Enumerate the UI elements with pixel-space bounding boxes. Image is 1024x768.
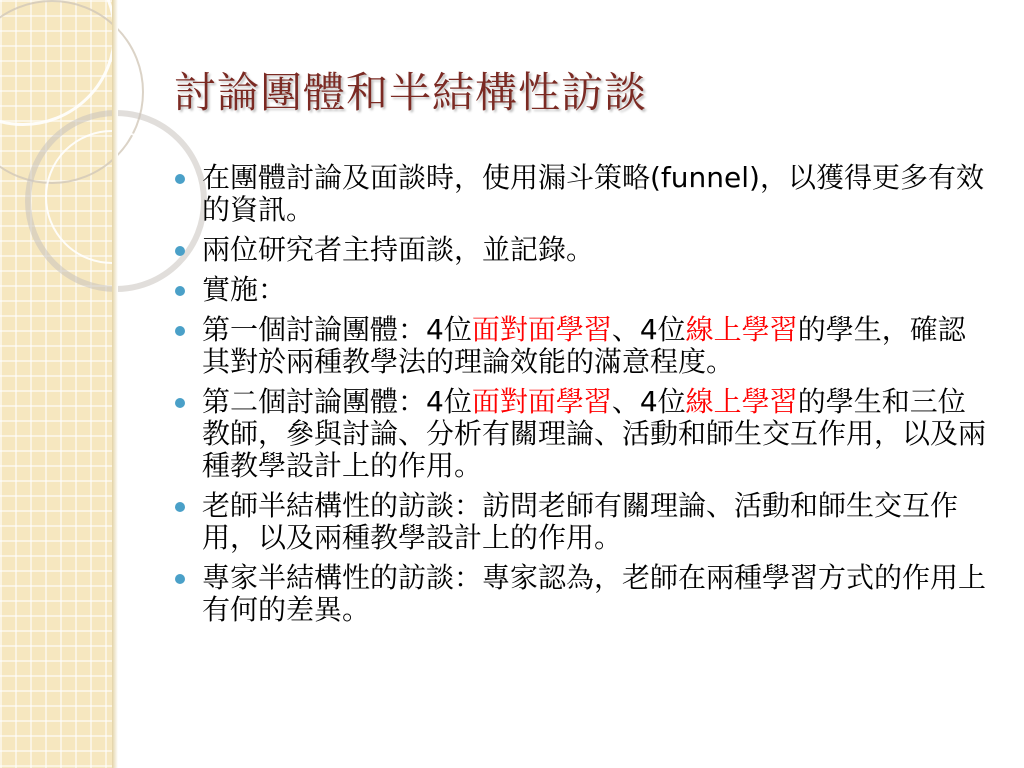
bullet-dot-icon (175, 286, 185, 296)
bullet-text-part: 、4位 (611, 385, 686, 418)
bullet-text-part: 的學生和三位教師，參與討論、分析有關理論、活動和師生交互作用，以及兩種教學設計上的作用。 (202, 385, 987, 482)
bullet-text-part: 、4位 (611, 313, 686, 346)
bullet-dot-icon (175, 246, 185, 256)
bullet-text: 兩位研究者主持面談，並記錄。 (202, 233, 595, 266)
bullet-text: 專家半結構性的訪談：專家認為，老師在兩種學習方式的作用上有何的差異。 (202, 561, 987, 626)
highlight-online: 線上學習 (685, 385, 798, 418)
bullet-dot-icon (175, 326, 185, 336)
bullet-item (172, 162, 992, 226)
decorative-side-panel (0, 0, 112, 768)
bullet-dot-icon (175, 174, 185, 184)
highlight-face-to-face: 面對面學習 (471, 385, 612, 418)
bullet-text: 老師半結構性的訪談：訪問老師有關理論、活動和師生交互作用，以及兩種教學設計上的作用。 (202, 489, 959, 554)
bullet-item (172, 234, 992, 266)
bullet-text-part: 的學生，確認其對於兩種教學法的理論效能的滿意程度。 (202, 313, 966, 378)
bullet-text: 在團體討論及面談時，使用漏斗策略(funnel)，以獲得更多有效的資訊。 (202, 161, 984, 226)
side-panel-edge (112, 0, 118, 768)
bullet-list (172, 162, 992, 634)
bullet-item (172, 314, 992, 378)
bullet-item (172, 562, 992, 626)
bullet-item (172, 490, 992, 554)
bullet-text-part: 第二個討論團體：4位 (202, 385, 472, 418)
bullet-item (172, 274, 992, 306)
bullet-text-part: 第一個討論團體：4位 (202, 313, 472, 346)
bullet-text: 實施： (202, 273, 287, 306)
bullet-dot-icon (175, 502, 185, 512)
bullet-dot-icon (175, 398, 185, 408)
highlight-online: 線上學習 (685, 313, 798, 346)
bullet-item (172, 386, 992, 482)
bullet-dot-icon (175, 574, 185, 584)
highlight-face-to-face: 面對面學習 (471, 313, 612, 346)
slide-title: 討論團體和半結構性訪談 (174, 68, 648, 117)
